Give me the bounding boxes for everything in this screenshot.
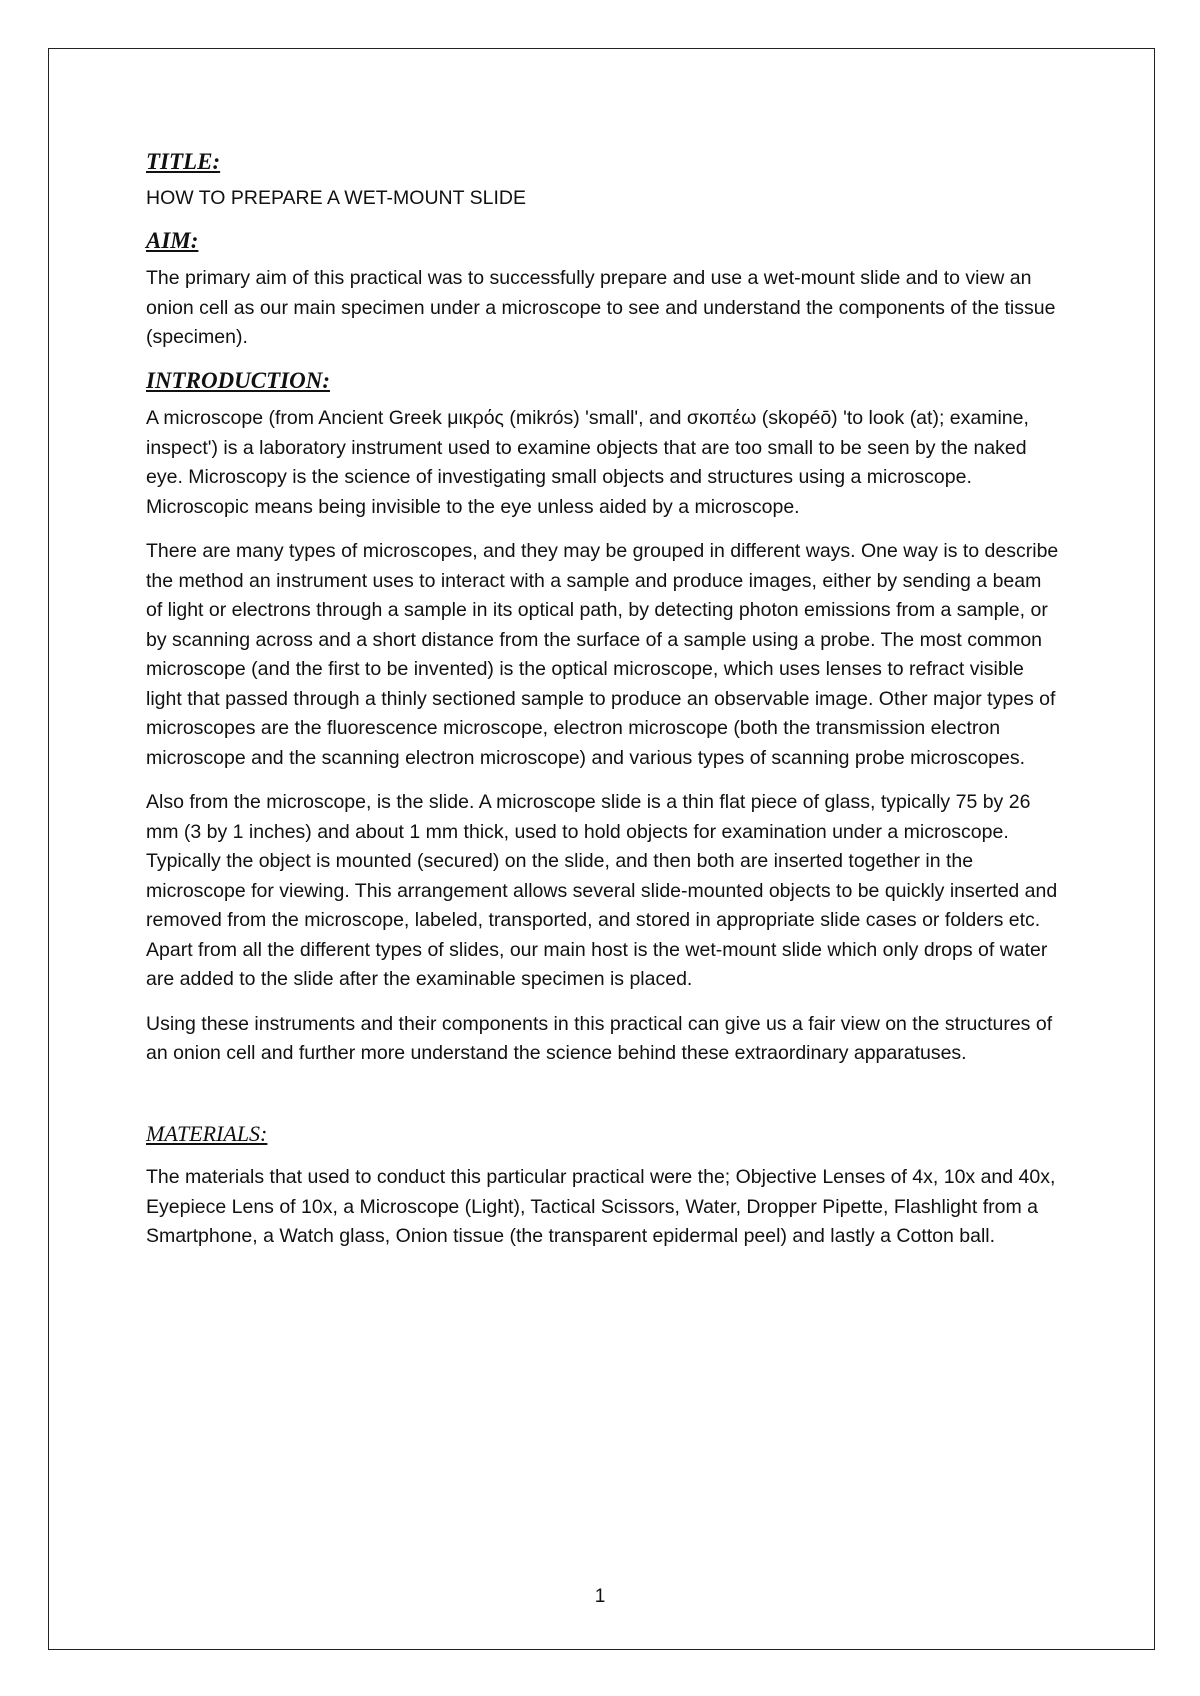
introduction-paragraph: Also from the microscope, is the slide. A microscope slide is a thin flat piece of glass, typically 75 by 26 mm (3 by 1 inches) and about 1 mm thick, used to hold objects for examination under a microscope. Typically the object is mounted (secured) on the slide, and then both are inserted together in the microscope for viewing. This arrangement allows several slide-mounted objects to be quickly inserted and removed from the microscope, labeled, transported, and stored in appropriate slide cases or folders etc. Apart from all the different types of slides, our main host is the wet-mount slide which only drops of water are added to the slide after the examinable specimen is placed. bbox=[146, 791, 1058, 991]
materials-paragraph: The materials that used to conduct this particular practical were the; Objective Lenses of 4x, 10x and 40x, Eyepiece Lens of 10x, a Microscope (Light), Tactical Scissors, Water, Dropper Pipette, Flashlight from a Smartphone, a Watch glass, Onion tissue (the transparent epidermal peel) and lastly a Cotton ball. bbox=[146, 1166, 1056, 1248]
materials-heading: MATERIALS: bbox=[146, 1120, 268, 1146]
introduction-paragraph: A microscope (from Ancient Greek μικρός (mikrós) 'small', and σκοπέω (skopéō) 'to look (at); examine, inspect') is a laboratory instrument used to examine objects that are too small to be seen by the naked eye. Microscopy is the science of investigating small objects and structures using a microscope. Microscopic means being invisible to the eye unless aided by a microscope. bbox=[146, 407, 1029, 518]
title-text: HOW TO PREPARE A WET-MOUNT SLIDE bbox=[146, 186, 526, 209]
title-heading: TITLE: bbox=[146, 149, 221, 174]
introduction-paragraph: Using these instruments and their components in this practical can give us a fair view on the structures of an onion cell and further more understand the science behind these extraordinary apparatuses. bbox=[146, 1012, 1053, 1065]
aim-paragraph: The primary aim of this practical was to successfully prepare and use a wet-mount slide and to view an onion cell as our main specimen under a microscope to see and understand the components of the tissue (specimen). bbox=[146, 267, 1056, 349]
page-number: 1 bbox=[594, 1586, 606, 1607]
introduction-heading: INTRODUCTION: bbox=[146, 367, 330, 393]
document-body bbox=[146, 148, 1061, 1252]
aim-heading: AIM: bbox=[146, 227, 199, 253]
introduction-paragraph: There are many types of microscopes, and they may be grouped in different ways. One way is to describe the method an instrument uses to interact with a sample and produce images, either by sending a beam of light or electrons through a sample in its optical path, by detecting photon emissions from a sample, or by scanning across and a short distance from the surface of a sample using a probe. The most common microscope (and the first to be invented) is the optical microscope, which uses lenses to refract visible light that passed through a thinly sectioned sample to produce an observable image. Other major types of microscopes are the fluorescence microscope, electron microscope (both the transmission electron microscope and the scanning electron microscope) and various types of scanning probe microscopes. bbox=[146, 540, 1059, 769]
